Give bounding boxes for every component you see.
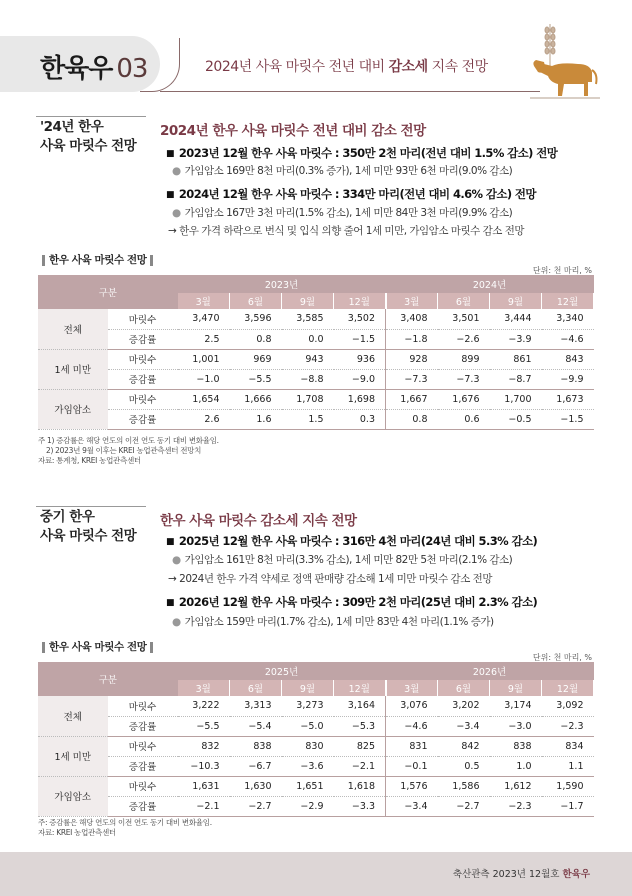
section1-arrow-note: → 한우 가격 하락으로 번식 및 입식 의향 줄어 1세 미만, 가임암소 마릿수 감소 전망	[168, 225, 524, 237]
table-cell: 1,708	[282, 389, 334, 409]
table1-title	[38, 252, 157, 267]
table-cell: 830	[282, 736, 334, 756]
table-cell: −5.5	[178, 716, 230, 736]
section2-sub1-text: 가임암소 161만 8천 마리(3.3% 감소), 1세 미만 82만 5천 마리(2.1% 감소)	[184, 554, 513, 566]
table1-unit: 단위: 천 마리, %	[532, 266, 592, 275]
metric-label: 마릿수	[108, 696, 178, 716]
table-cell: 943	[282, 349, 334, 369]
table-cell: 0.8	[386, 409, 438, 429]
table-cell: 1,673	[542, 389, 594, 409]
table-cell: −4.6	[386, 716, 438, 736]
metric-label: 마릿수	[108, 736, 178, 756]
month-header: 12월	[542, 293, 594, 309]
subtitle-pre: 2024년 사육 마릿수	[205, 59, 329, 75]
table-cell: 0.0	[282, 329, 334, 349]
table-cell: −3.3	[334, 796, 386, 816]
month-header: 12월	[334, 680, 386, 696]
metric-label: 증감률	[108, 716, 178, 736]
table-cell: 1,700	[490, 389, 542, 409]
section2-heading: 한우 사육 마릿수 감소세 지속 전망	[160, 513, 357, 529]
table-cell: 1,630	[230, 776, 282, 796]
table-cell: −2.1	[178, 796, 230, 816]
cow-illustration	[530, 22, 600, 104]
table-cell: −9.9	[542, 369, 594, 389]
section2-arrow-note: → 2024년 한우 가격 약세로 정액 판매량 감소해 1세 미만 마릿수 감소 전망	[168, 573, 492, 585]
group-label: 전체	[38, 309, 108, 349]
metric-label: 마릿수	[108, 389, 178, 409]
table-cell: −0.5	[490, 409, 542, 429]
table-cell: −2.7	[438, 796, 490, 816]
table2-title	[38, 639, 157, 654]
page-title	[40, 48, 147, 85]
table-row	[38, 309, 594, 329]
table-cell: 0.8	[230, 329, 282, 349]
table-note: 주: 증감률은 해당 연도의 이전 연도 동기 대비 변화율임.	[38, 818, 212, 827]
table-cell: 899	[438, 349, 490, 369]
metric-label: 증감률	[108, 369, 178, 389]
section1-label-line2: 사육 마릿수 전망	[40, 138, 137, 154]
section1-sub2-text: 가임암소 167만 3천 마리(1.5% 감소), 1세 미만 84만 3천 마리(9.9% 감소)	[184, 207, 513, 219]
table1	[38, 275, 594, 430]
col-gubun: 구분	[38, 662, 178, 696]
group-label: 가임암소	[38, 776, 108, 816]
table-cell: 1,586	[438, 776, 490, 796]
table-cell: −2.3	[542, 716, 594, 736]
bullet-dot-icon: ●	[172, 616, 181, 628]
table-cell: 838	[490, 736, 542, 756]
table-cell: 0.5	[438, 756, 490, 776]
section2-label	[40, 508, 136, 546]
table-row	[38, 696, 594, 716]
section1-bullet1: ■ 2023년 12월 한우 사육 마릿수 : 350만 2천 마리(전년 대비 1.5% 감소) 전망	[166, 145, 557, 161]
page-title-text: 한육우	[40, 54, 113, 84]
section1-sub1	[172, 163, 512, 178]
month-header: 9월	[490, 293, 542, 309]
section2-label-divider	[36, 506, 146, 507]
table-row	[38, 329, 594, 349]
table-cell: 1,667	[386, 389, 438, 409]
table-cell: −1.5	[334, 329, 386, 349]
section2-bullet1: ■ 2025년 12월 한우 사육 마릿수 : 316만 4천 마리(24년 대비 5.3% 감소)	[166, 533, 537, 549]
table-cell: −3.0	[490, 716, 542, 736]
table-cell: 3,174	[490, 696, 542, 716]
section2-bullet2: ■ 2026년 12월 한우 사육 마릿수 : 309만 2천 마리(25년 대비 2.3% 감소)	[166, 594, 537, 610]
table-cell: 842	[438, 736, 490, 756]
year-header: 2026년	[386, 662, 594, 680]
table-cell: 1.5	[282, 409, 334, 429]
month-header: 9월	[282, 680, 334, 696]
bullet-dot-icon: ●	[172, 554, 181, 566]
year-header: 2023년	[178, 275, 386, 293]
month-header: 12월	[334, 293, 386, 309]
group-label: 가임암소	[38, 389, 108, 429]
bullet-dot-icon: ●	[172, 207, 181, 219]
table-cell: 3,596	[230, 309, 282, 329]
table-cell: −7.3	[386, 369, 438, 389]
month-header: 9월	[282, 293, 334, 309]
table-cell: 1,590	[542, 776, 594, 796]
table-cell: −7.3	[438, 369, 490, 389]
page-number: 03	[116, 54, 148, 84]
section2-sub2-text: 가임암소 159만 마리(1.7% 감소), 1세 미만 83만 4천 마리(1.1% 증가)	[184, 616, 494, 628]
col-gubun: 구분	[38, 275, 178, 309]
table-note: 2) 2023년 9월 이후는 KREI 농업관측센터 전망치	[46, 446, 202, 455]
table-cell: 3,273	[282, 696, 334, 716]
table-cell: −2.6	[438, 329, 490, 349]
table-cell: −4.6	[542, 329, 594, 349]
table-row	[38, 756, 594, 776]
table-cell: 1.6	[230, 409, 282, 429]
section2-label-line1: 중기 한우	[40, 509, 95, 525]
table-cell: 0.6	[438, 409, 490, 429]
table-cell: −2.9	[282, 796, 334, 816]
table-cell: −0.1	[386, 756, 438, 776]
table2-notes	[38, 818, 212, 838]
wheat-icon	[545, 24, 555, 68]
metric-label: 마릿수	[108, 349, 178, 369]
table-cell: 1,631	[178, 776, 230, 796]
table-cell: 838	[230, 736, 282, 756]
table-cell: 2.5	[178, 329, 230, 349]
table-cell: 1,654	[178, 389, 230, 409]
table-cell: 969	[230, 349, 282, 369]
table-note: 자료: KREI 농업관측센터	[38, 828, 116, 837]
table-cell: 831	[386, 736, 438, 756]
metric-label: 마릿수	[108, 309, 178, 329]
table-cell: 3,470	[178, 309, 230, 329]
group-label: 전체	[38, 696, 108, 736]
table1-notes	[38, 436, 219, 466]
table-cell: 0.3	[334, 409, 386, 429]
table-row	[38, 389, 594, 409]
section1-sub2	[172, 205, 512, 220]
table-note: 주 1) 증감률은 해당 연도의 이전 연도 동기 대비 변화율임.	[38, 436, 219, 445]
page-subtitle	[205, 56, 488, 76]
month-header: 3월	[386, 680, 438, 696]
table-cell: 1,001	[178, 349, 230, 369]
table1-title-text: 한우 사육 마릿수 전망	[49, 254, 147, 266]
table-cell: −3.6	[282, 756, 334, 776]
month-header: 3월	[386, 293, 438, 309]
table-cell: −2.3	[490, 796, 542, 816]
title-bar-icon	[150, 642, 153, 653]
table-cell: 928	[386, 349, 438, 369]
table-cell: 843	[542, 349, 594, 369]
table-cell: −8.8	[282, 369, 334, 389]
table-cell: 3,501	[438, 309, 490, 329]
section2-sub2	[172, 614, 494, 629]
table-cell: 3,164	[334, 696, 386, 716]
metric-label: 마릿수	[108, 776, 178, 796]
table-cell: 936	[334, 349, 386, 369]
section1-label-divider	[36, 116, 146, 117]
month-header: 6월	[230, 293, 282, 309]
subtitle-post: 지속 전망	[427, 59, 488, 75]
table-cell: −2.1	[334, 756, 386, 776]
table-cell: −3.9	[490, 329, 542, 349]
table-cell: 3,092	[542, 696, 594, 716]
table-cell: −5.5	[230, 369, 282, 389]
month-header: 6월	[230, 680, 282, 696]
table-cell: 1,698	[334, 389, 386, 409]
header-rule	[160, 91, 540, 92]
table2-unit: 단위: 천 마리, %	[532, 653, 592, 662]
table-row	[38, 409, 594, 429]
bullet-dot-icon: ●	[172, 165, 181, 177]
table-cell: −2.7	[230, 796, 282, 816]
footer-text	[453, 866, 590, 880]
table-cell: 3,502	[334, 309, 386, 329]
table-cell: 3,585	[282, 309, 334, 329]
table-row	[38, 736, 594, 756]
title-bar-icon	[42, 255, 45, 266]
table-cell: −1.5	[542, 409, 594, 429]
month-header: 9월	[490, 680, 542, 696]
table-cell: 1,618	[334, 776, 386, 796]
year-header: 2024년	[386, 275, 594, 293]
month-header: 3월	[178, 293, 230, 309]
section1-label	[40, 118, 136, 156]
month-header: 6월	[438, 680, 490, 696]
table-cell: 3,340	[542, 309, 594, 329]
table-cell: 1,576	[386, 776, 438, 796]
table-cell: 1,676	[438, 389, 490, 409]
table-cell: 3,202	[438, 696, 490, 716]
table-row	[38, 716, 594, 736]
table-cell: 1,612	[490, 776, 542, 796]
table-cell: 1.1	[542, 756, 594, 776]
section1-heading: 2024년 한우 사육 마릿수 전년 대비 감소 전망	[160, 123, 426, 139]
table-cell: 1,666	[230, 389, 282, 409]
table-row	[38, 369, 594, 389]
section1-sub1-text: 가임암소 169만 8천 마리(0.3% 증가), 1세 미만 93만 6천 마리(9.0% 감소)	[184, 165, 513, 177]
section2-label-line2: 사육 마릿수 전망	[40, 528, 137, 544]
table-cell: −3.4	[386, 796, 438, 816]
group-label: 1세 미만	[38, 736, 108, 776]
table-cell: −5.0	[282, 716, 334, 736]
footer-issue: 축산관측 2023년 12월호	[452, 869, 563, 880]
table-row	[38, 776, 594, 796]
metric-label: 증감률	[108, 796, 178, 816]
table-cell: −1.0	[178, 369, 230, 389]
table-cell: 825	[334, 736, 386, 756]
table-cell: 3,408	[386, 309, 438, 329]
table-cell: −10.3	[178, 756, 230, 776]
table-cell: 834	[542, 736, 594, 756]
table-cell: 1.0	[490, 756, 542, 776]
table-cell: −6.7	[230, 756, 282, 776]
metric-label: 증감률	[108, 409, 178, 429]
table-row	[38, 796, 594, 816]
table-cell: −3.4	[438, 716, 490, 736]
table-cell: −5.4	[230, 716, 282, 736]
group-label: 1세 미만	[38, 349, 108, 389]
table-cell: 861	[490, 349, 542, 369]
footer-highlight: 한육우	[562, 869, 590, 880]
table-cell: 2.6	[178, 409, 230, 429]
table-cell: −5.3	[334, 716, 386, 736]
table-cell: −9.0	[334, 369, 386, 389]
table2	[38, 662, 594, 817]
subtitle-mid: 전년 대비	[328, 59, 389, 75]
table-cell: 3,076	[386, 696, 438, 716]
month-header: 6월	[438, 293, 490, 309]
table-cell: 3,313	[230, 696, 282, 716]
section1-bullet2: ■ 2024년 12월 한우 사육 마릿수 : 334만 마리(전년 대비 4.6% 감소) 전망	[166, 186, 536, 202]
section1-label-line1: '24년 한우	[40, 119, 104, 135]
month-header: 12월	[542, 680, 594, 696]
subtitle-bold: 감소세	[388, 59, 428, 75]
year-header: 2025년	[178, 662, 386, 680]
title-bar-icon	[42, 642, 45, 653]
table-cell: 3,444	[490, 309, 542, 329]
month-header: 3월	[178, 680, 230, 696]
metric-label: 증감률	[108, 756, 178, 776]
table-cell: −8.7	[490, 369, 542, 389]
table-note: 자료: 통계청, KREI 농업관측센터	[38, 456, 141, 465]
table-cell: −1.8	[386, 329, 438, 349]
table-cell: −1.7	[542, 796, 594, 816]
table-cell: 3,222	[178, 696, 230, 716]
metric-label: 증감률	[108, 329, 178, 349]
table2-title-text: 한우 사육 마릿수 전망	[49, 641, 147, 653]
table-row	[38, 349, 594, 369]
section2-sub1	[172, 552, 512, 567]
table-cell: 1,651	[282, 776, 334, 796]
table-cell: 832	[178, 736, 230, 756]
title-bar-icon	[150, 255, 153, 266]
